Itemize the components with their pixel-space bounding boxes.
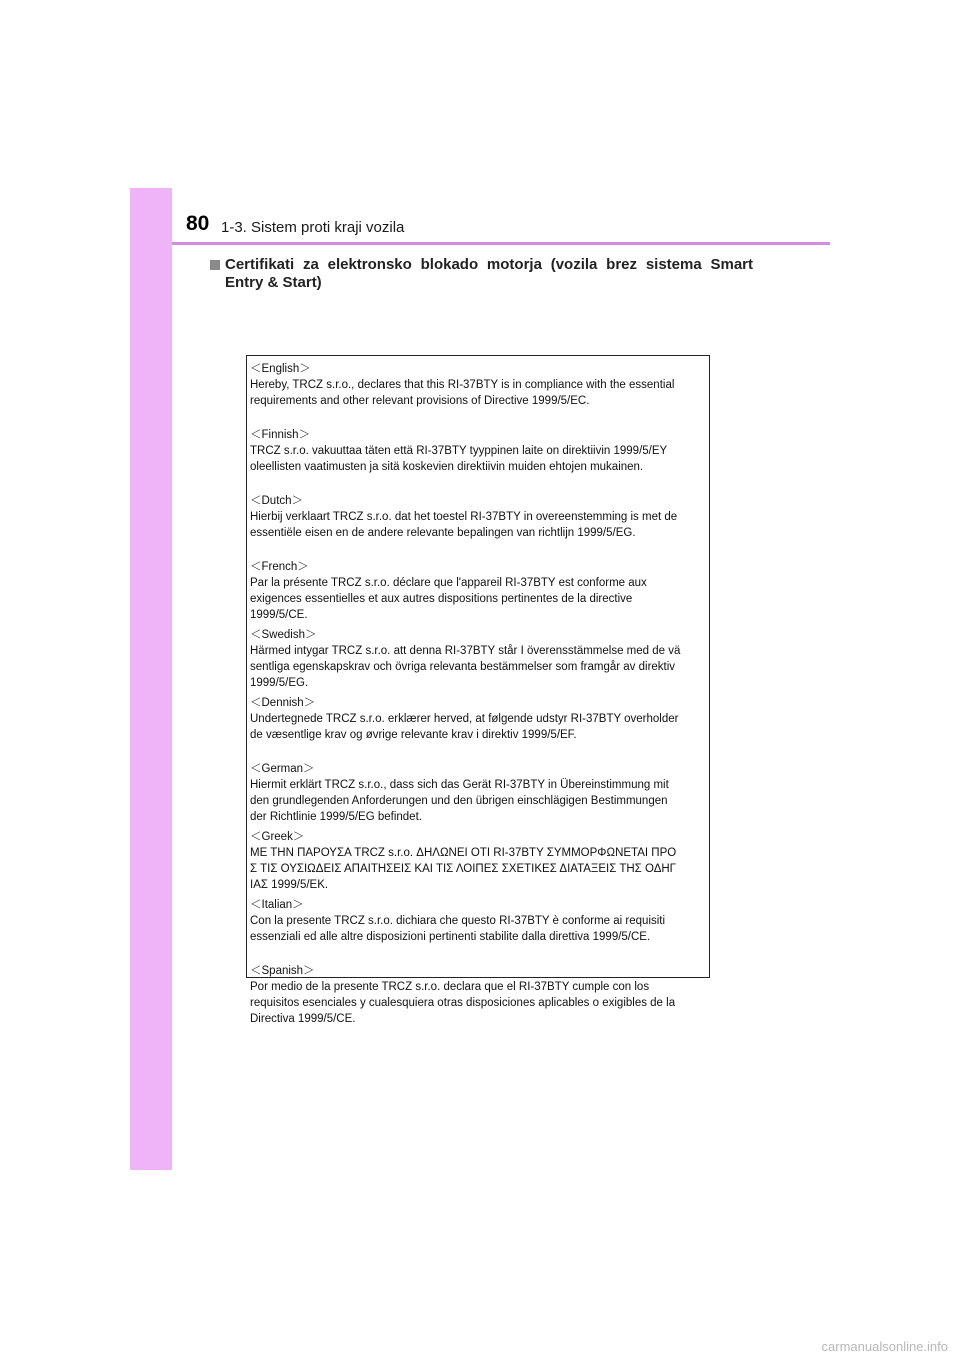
certificate-entry-spanish: [250, 963, 709, 1027]
certificate-language: ＜English＞: [250, 363, 311, 375]
certificate-text: Par la présente TRCZ s.r.o. déclare que l'appareil RI-37BTY est conforme aux exigences essentielles et aux autres dispositions pertinentes de la directive 1999/5/CE.: [250, 577, 647, 621]
certificate-text: Con la presente TRCZ s.r.o. dichiara che questo RI-37BTY è conforme ai requisiti essenziali ed alle altre disposizioni pertinenti stabilite dalla direttiva 1999/5/CE.: [250, 915, 666, 943]
certificate-language: ＜French＞: [250, 561, 309, 573]
certificate-text: Hereby, TRCZ s.r.o., declares that this RI-37BTY is in compliance with the essential requirements and other relevant provisions of Directive 1999/5/EC.: [250, 379, 675, 407]
certificate-text: Undertegnede TRCZ s.r.o. erklærer herved, at følgende udstyr RI-37BTY overholder de væsentlige krav og øvrige relevante krav i direktiv 1999/5/EF.: [250, 713, 679, 741]
certificate-language: ＜Spanish＞: [250, 965, 315, 977]
certificate-text: Härmed intygar TRCZ s.r.o. att denna RI-37BTY står I överensstämmelse med de vä sentliga egenskapskrav och övriga relevanta bestämmelser som framgår av direktiv 1999/5/EG.: [250, 645, 681, 689]
certificate-entry-greek: [250, 829, 709, 893]
certificate-entry-english: [250, 361, 709, 409]
certificate-language: ＜Dutch＞: [250, 495, 304, 507]
header-divider: [172, 242, 830, 245]
certificate-language: ＜Dennish＞: [250, 697, 316, 709]
certificate-text: Por medio de la presente TRCZ s.r.o. declara que el RI-37BTY cumple con los requisitos esenciales y cualesquiera otras disposiciones aplicables o exigibles de la Directiva 1999/5/CE.: [250, 981, 676, 1025]
certificate-entry-german: [250, 761, 709, 825]
certificate-language: ＜Finnish＞: [250, 429, 311, 441]
bullet-square-icon: [210, 260, 220, 270]
certificate-entry-danish: [250, 695, 709, 743]
certificate-entry-swedish: [250, 627, 709, 691]
certificate-text: Hierbij verklaart TRCZ s.r.o. dat het toestel RI-37BTY in overeenstemming is met de essentiële eisen en de andere relevante bepalingen van richtlijn 1999/5/EG.: [250, 511, 678, 539]
certificate-entry-dutch: [250, 493, 709, 541]
certificate-language: ＜Italian＞: [250, 899, 304, 911]
chapter-sidebar-tab: [130, 188, 172, 1170]
page-number: 80: [186, 212, 210, 235]
certificate-language: ＜Swedish＞: [250, 629, 317, 641]
certificate-language: ＜German＞: [250, 763, 315, 775]
certificate-text: Hiermit erklärt TRCZ s.r.o., dass sich das Gerät RI-37BTY in Übereinstimmung mit den grundlegenden Anforderungen und den übrigen einschlägigen Bestimmungen der Richtlinie 1999/5/EG befindet.: [250, 779, 669, 823]
certificate-box: [246, 355, 710, 1025]
certificate-entry-finnish: [250, 427, 709, 475]
certificate-text: TRCZ s.r.o. vakuuttaa täten että RI-37BTY tyyppinen laite on direktiivin 1999/5/EY oleellisten vaatimusten ja sitä koskevien direktiivin muiden ehtojen mukainen.: [250, 445, 668, 473]
certificate-text: ΜΕ ΤΗΝ ΠΑΡΟΥΣΑ TRCZ s.r.o. ΔΗΛΩΝΕΙ ΟΤΙ RI-37BTY ΣΥΜΜΟΡΦΩΝΕΤΑΙ ΠΡΟ Σ ΤΙΣ ΟΥΣΙΩΔΕΙΣ ΑΠΑΙΤΗΣΕΙΣ ΚΑΙ ΤΙΣ ΛΟΙΠΕΣ ΣΧΕΤΙΚΕΣ ΔΙΑΤΑΞΕΙΣ ΤΗΣ ΟΔΗΓ ΙΑΣ 1999/5/ΕΚ.: [250, 847, 677, 891]
section-heading-text: Certifikati za elektronsko blokado motorja (vozila brez sistema Smart Entry & Start): [225, 256, 753, 291]
section-heading: [213, 256, 753, 292]
certificate-entry-french: [250, 559, 709, 623]
certificate-language: ＜Greek＞: [250, 831, 305, 843]
certificate-entry-italian: [250, 897, 709, 945]
chapter-title: 1-3. Sistem proti kraji vozila: [221, 219, 405, 236]
watermark: carmanualsonline.info: [821, 1339, 948, 1354]
